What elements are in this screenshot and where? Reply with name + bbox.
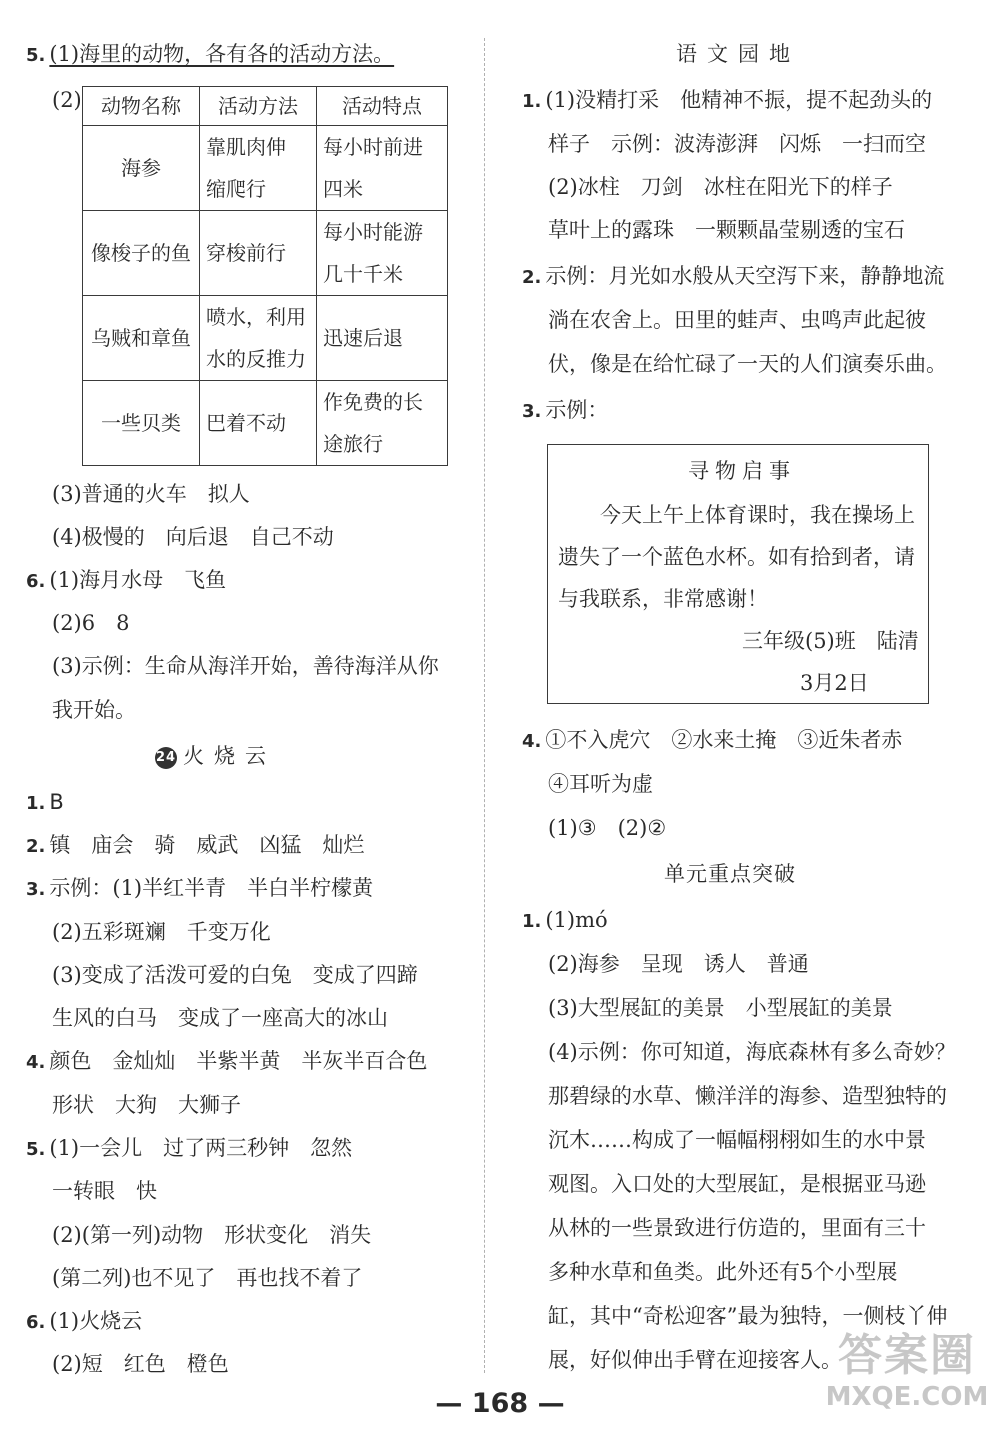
answer-line: (2)短 红色 橙色	[52, 1352, 229, 1376]
answer-line: (2)冰柱 刀剑 冰柱在阳光下的样子	[548, 175, 893, 199]
table-cell	[200, 381, 317, 466]
cell-line: 穿梭前行	[206, 241, 286, 265]
question-number: 2.	[26, 836, 46, 857]
answer-line: (4)极慢的 向后退 自己不动	[52, 525, 334, 549]
answer-line: (1)③ (2)②	[548, 816, 667, 840]
question-number: 3.	[522, 401, 542, 422]
question-number: 1.	[522, 911, 542, 932]
answer-text: 示例：	[545, 398, 609, 422]
cell-line: 四米	[323, 177, 363, 201]
table-row	[83, 211, 448, 296]
answer-line: 生风的白马 变成了一座高大的冰山	[52, 1006, 388, 1030]
question-number: 3.	[26, 879, 46, 900]
cell-line: 巴着不动	[206, 411, 286, 435]
answer-line: (第二列)也不见了 再也找不着了	[52, 1266, 363, 1290]
answer-line: (2)五彩斑斓 千变万化	[52, 920, 271, 944]
b1-line	[522, 906, 608, 934]
answer-line: 淌在农舍上。田里的蛙声、虫鸣声此起彼	[548, 308, 926, 332]
answer-line: 样子 示例：波涛澎湃 闪烁 一扫而空	[548, 132, 926, 156]
table-cell: 乌贼和章鱼	[83, 296, 200, 381]
question-number: 6.	[26, 1312, 46, 1333]
table-cell	[317, 381, 448, 466]
question-number: 1.	[26, 793, 46, 814]
cell-line: 迅速后退	[323, 326, 403, 350]
lesson-title: 火烧云	[183, 744, 276, 768]
answer-line: 沉木……构成了一幅幅栩栩如生的水中景	[548, 1128, 926, 1152]
a2-line	[26, 831, 364, 859]
notice-line: 与我联系，非常感谢！	[558, 587, 768, 611]
cell-line: 缩爬行	[206, 177, 266, 201]
cell-line: 每小时能游	[323, 220, 423, 244]
table-cell	[317, 296, 448, 381]
notice-date: 3月2日	[800, 671, 869, 695]
table-cell: 像梭子的鱼	[83, 211, 200, 296]
answer-line: (2)(第一列)动物 形状变化 消失	[52, 1223, 372, 1247]
a5-line	[26, 1134, 352, 1162]
question-number: 4.	[26, 1052, 46, 1073]
answer-line: 伏，像是在给忙碌了一天的人们演奏乐曲。	[548, 352, 947, 376]
answer-text: (1)海里的动物，各有各的活动方法。	[49, 42, 395, 66]
answer-line: 从林的一些景致进行仿造的，里面有三十	[548, 1216, 926, 1240]
table-header-cell: 活动方法	[200, 87, 317, 126]
question-number: 5.	[26, 45, 46, 66]
cell-line: 几十千米	[323, 262, 403, 286]
cell-line: 水的反推力	[206, 347, 306, 371]
table-row	[83, 126, 448, 211]
answer-text: (1)mó	[545, 908, 608, 932]
a4-line	[26, 1047, 427, 1075]
question-number: 1.	[522, 91, 542, 112]
notice-signature: 三年级(5)班 陆清	[742, 629, 919, 653]
answer-text: (1)火烧云	[49, 1309, 143, 1333]
answer-line: (3)普通的火车 拟人	[52, 482, 250, 506]
page-number: — 168 —	[435, 1388, 565, 1419]
answer-text: B	[49, 790, 64, 814]
answer-line: 草叶上的露珠 一颗颗晶莹剔透的宝石	[548, 218, 905, 242]
section-title: 单元重点突破	[664, 862, 796, 886]
watermark-title: 答案圈	[838, 1330, 976, 1381]
table-header-cell: 动物名称	[83, 87, 200, 126]
table-cell	[317, 211, 448, 296]
cell-line: 作免费的长	[323, 390, 423, 414]
answer-text: 颜色 金灿灿 半紫半黄 半灰半百合色	[49, 1049, 428, 1073]
answer-line: 一转眼 快	[52, 1179, 157, 1203]
lost-item-notice-box	[547, 444, 929, 704]
lesson-number-badge: 24	[155, 747, 177, 769]
table-cell	[200, 126, 317, 211]
answer-text: 示例：(1)半红半青 半白半柠檬黄	[49, 876, 374, 900]
cell-line: 途旅行	[323, 432, 383, 456]
q5-line1	[26, 40, 394, 68]
question-number: 6.	[26, 571, 46, 592]
cell-line: 喷水，利用	[206, 305, 306, 329]
answer-line: 缸，其中“奇松迎客”最为独特，一侧枝丫伸	[548, 1304, 948, 1328]
answer-text: 镇 庙会 骑 威武 凶猛 灿烂	[49, 833, 365, 857]
table-cell	[200, 211, 317, 296]
answer-line: 我开始。	[52, 698, 136, 722]
notice-line: 遗失了一个蓝色水杯。如有拾到者，请	[558, 545, 915, 569]
question-number: 4.	[522, 731, 542, 752]
question-number: 5.	[26, 1139, 46, 1160]
answer-text: 示例：月光如水般从天空泻下来，静静地流	[545, 264, 945, 288]
table-header-cell: 活动特点	[317, 87, 448, 126]
animal-activity-table	[82, 86, 448, 466]
question-number: 2.	[522, 267, 542, 288]
table-cell	[317, 126, 448, 211]
cell-line: 靠肌肉伸	[206, 135, 286, 159]
watermark-logo	[822, 1330, 992, 1425]
section-title: 语文园地	[676, 42, 800, 66]
a1-line	[26, 788, 64, 816]
answer-line: 那碧绿的水草、懒洋洋的海参、造型独特的	[548, 1084, 947, 1108]
answer-line: 形状 大狗 大狮子	[52, 1093, 241, 1117]
answer-line: (4)示例：你可知道，海底森林有多么奇妙？	[548, 1040, 956, 1064]
lesson-heading	[155, 742, 276, 770]
answer-text: (1)没精打采 他精神不振，提不起劲头的	[545, 88, 933, 112]
q5-2-label: (2)	[52, 88, 82, 112]
answer-line: (3)变成了活泼可爱的白兔 变成了四蹄	[52, 963, 418, 987]
table-cell	[200, 296, 317, 381]
a6-line	[26, 1307, 142, 1335]
table-cell: 海参	[83, 126, 200, 211]
notice-line: 今天上午上体育课时，我在操场上	[600, 503, 915, 527]
answer-line: ④耳听为虚	[548, 772, 653, 796]
r2-line	[522, 262, 944, 290]
answer-line: (2)海参 呈现 诱人 普通	[548, 952, 809, 976]
a3-line	[26, 874, 373, 902]
notice-title: 寻物启事	[688, 459, 796, 483]
column-divider	[484, 38, 485, 1373]
r3-line	[522, 396, 608, 424]
watermark-url: MXQE.COM	[825, 1382, 989, 1412]
answer-line: (3)示例：生命从海洋开始，善待海洋从你	[52, 654, 439, 678]
r4-line	[522, 726, 902, 754]
answer-line: 观图。入口处的大型展缸，是根据亚马逊	[548, 1172, 926, 1196]
answer-line: (2)6 8	[52, 611, 130, 635]
table-header-row	[83, 87, 448, 126]
table-row	[83, 381, 448, 466]
answer-line: (3)大型展缸的美景 小型展缸的美景	[548, 996, 893, 1020]
cell-line: 每小时前进	[323, 135, 423, 159]
answer-text: ①不入虎穴 ②水来土掩 ③近朱者赤	[545, 728, 903, 752]
table-cell: 一些贝类	[83, 381, 200, 466]
answer-line: 展，好似伸出手臂在迎接客人。	[548, 1348, 842, 1372]
q6-line1	[26, 566, 226, 594]
table-row	[83, 296, 448, 381]
r1-line	[522, 86, 932, 114]
answer-line: 多种水草和鱼类。此外还有5个小型展	[548, 1260, 898, 1284]
answer-text: (1)海月水母 飞鱼	[49, 568, 227, 592]
answer-text: (1)一会儿 过了两三秒钟 忽然	[49, 1136, 353, 1160]
